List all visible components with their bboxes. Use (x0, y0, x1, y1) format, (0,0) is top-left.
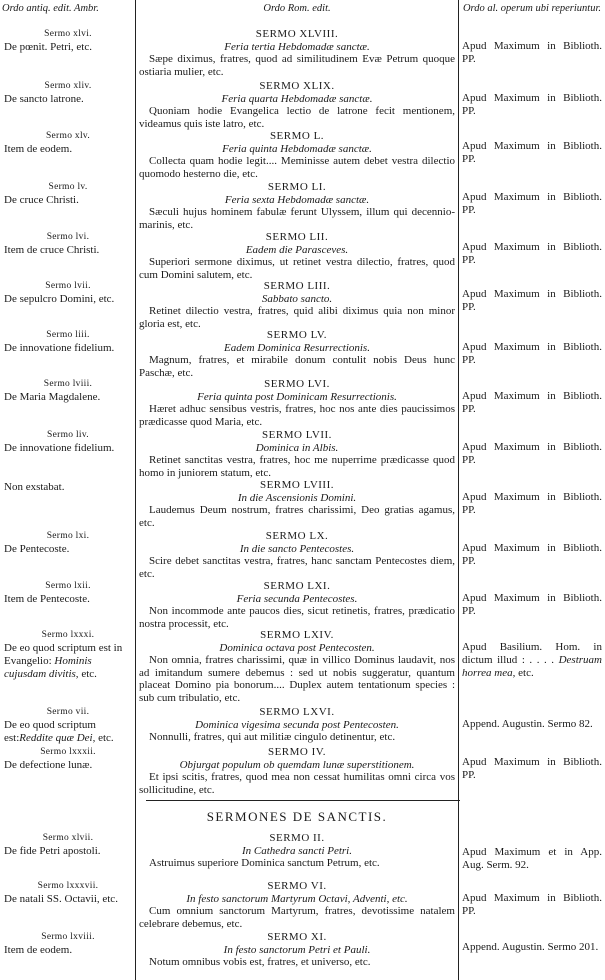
location: Apud Maximum in Biblioth. PP. (462, 756, 602, 781)
ambr-title: De innovatione fidelium. (4, 342, 115, 354)
location: Apud Maximum et in App. Aug. Serm. 92. (462, 846, 602, 871)
rom-occasion: Feria quinta post Dominicam Resurrectionis. (197, 390, 397, 403)
ambr-title: Non exstabat. (4, 481, 65, 493)
incipit: Nonnulli, fratres, qui aut militiæ cingulo detinentur, etc. (149, 731, 396, 744)
ambr-number: Sermo lvii. (45, 281, 91, 291)
incipit: Astruimus superiore Dominica sanctum Petrum, etc. (149, 857, 380, 870)
rom-number: SERMO LXI. (263, 580, 331, 592)
location-text: Apud Basilium. Hom. in dictum illud : . . . . (462, 641, 602, 666)
rom-occasion: Feria secunda Pentecostes. (236, 592, 358, 605)
rom-occasion: Feria sexta Hebdomadæ sanctæ. (224, 193, 370, 206)
location-etc: etc. (515, 667, 534, 679)
location: Apud Maximum in Biblioth. PP. (462, 441, 602, 466)
ambr-number: Sermo liv. (47, 430, 89, 440)
ambr-title-quote: Reddite quæ Dei, (19, 732, 96, 744)
rom-number: SERMO XLIX. (259, 80, 335, 92)
rom-number: SERMO LII. (265, 231, 329, 243)
rom-occasion: Dominica in Albis. (255, 441, 339, 454)
ambr-number: Sermo vii. (46, 707, 90, 717)
ambr-number: Sermo xlvii. (42, 833, 94, 843)
rom-occasion: Dominica vigesima secunda post Pentecosten. (195, 718, 399, 731)
location: Apud Maximum in Biblioth. PP. (462, 390, 602, 415)
location: Apud Maximum in Biblioth. PP. (462, 542, 602, 567)
incipit: Sæpe diximus, fratres, quod ad similitudinem Evæ Petrum quoque ostiaria mulier, etc. (139, 53, 455, 78)
rom-number: SERMO II. (269, 832, 325, 844)
incipit: Magnum, fratres, et mirabile donum contulit nobis Deus hunc Paschæ, etc. (139, 354, 455, 379)
location: Apud Maximum in Biblioth. PP. (462, 592, 602, 617)
incipit: Sæculi hujus hominem fabulæ ferunt Ulyssem, illum qui decennio-marinis, etc. (139, 206, 455, 231)
rom-number: SERMO XLVIII. (255, 28, 339, 40)
rom-occasion: Dominica octava post Pentecosten. (219, 641, 375, 654)
location: Apud Maximum in Biblioth. PP. (462, 491, 602, 516)
header-ambr: Ordo antiq. edit. Ambr. (2, 3, 99, 14)
rom-occasion: In die Ascensionis Domini. (237, 491, 357, 504)
section-title: SERMONES DE SANCTIS. (206, 809, 388, 824)
location: Apud Maximum in Biblioth. PP. (462, 892, 602, 917)
ambr-title: Item de cruce Christi. (4, 244, 100, 256)
rom-occasion: Eadem die Parasceves. (245, 243, 349, 256)
location: Apud Maximum in Biblioth. PP. (462, 241, 602, 266)
rom-number: SERMO LV. (266, 329, 328, 341)
ambr-title: De cruce Christi. (4, 194, 79, 206)
location: Append. Augustin. Sermo 201. (462, 941, 599, 953)
rom-number: SERMO LIII. (263, 280, 331, 292)
ambr-title: De fide Petri apostoli. (4, 845, 101, 857)
incipit: Scire debet sanctitas vestra, fratres, hanc sanctam Pentecostes diem, etc. (139, 555, 455, 580)
ambr-number: Sermo lv. (48, 182, 88, 192)
ambr-title-etc: etc. (95, 732, 114, 744)
ambr-number: Sermo lvi. (46, 232, 90, 242)
incipit: Quoniam hodie Evangelica lectio de latrone fecit mentionem, videamus quis iste latro, etc. (139, 105, 455, 130)
rom-occasion: In festo sanctorum Petri et Pauli. (223, 943, 371, 956)
ambr-title: De Maria Magdalene. (4, 391, 101, 403)
rom-number: SERMO LVII. (262, 429, 332, 441)
ambr-title: De innovatione fidelium. (4, 442, 115, 454)
incipit: Retinet sanctitas vestra, fratres, hoc me nuperrime prædicasse quod homo in juniorem statum, etc. (139, 454, 455, 479)
location: Apud Maximum in Biblioth. PP. (462, 40, 602, 65)
rom-occasion: Eadem Dominica Resurrectionis. (224, 341, 370, 354)
incipit: Hæret adhuc sensibus vestris, fratres, hoc nos ante dies paucissimos prædicasse quod Maria, etc. (139, 403, 455, 428)
ambr-number: Sermo lxxxii. (40, 747, 96, 757)
rom-number: SERMO LI. (267, 181, 327, 193)
rom-occasion: Feria tertia Hebdomadæ sanctæ. (224, 40, 370, 53)
ambr-title-etc: etc. (78, 668, 97, 680)
ambr-number: Sermo lxxxi. (41, 630, 95, 640)
incipit: Notum omnibus vobis est, fratres, et universo, etc. (149, 956, 371, 969)
ambr-number: Sermo lxviii. (41, 932, 95, 942)
ambr-title: De Pentecoste. (4, 543, 70, 555)
ambr-title: De sancto latrone. (4, 93, 84, 105)
ambr-number: Sermo lxii. (45, 581, 91, 591)
location: Append. Augustin. Sermo 82. (462, 718, 593, 730)
ambr-title (4, 719, 132, 745)
ambr-title-quote: Hominis cujusdam divitis, (4, 655, 92, 680)
ambr-title: Item de eodem. (4, 944, 73, 956)
ambr-number: Sermo xliv. (44, 81, 92, 91)
rom-occasion: Feria quarta Hebdomadæ sanctæ. (221, 92, 373, 105)
rom-occasion: Objurgat populum ob quemdam lunæ superstitionem. (179, 758, 415, 771)
rom-number: SERMO LXVI. (259, 706, 335, 718)
location-quote: Destruam horrea mea, (462, 654, 602, 679)
location: Apud Maximum in Biblioth. PP. (462, 92, 602, 117)
rom-occasion: In Cathedra sancti Petri. (242, 844, 352, 857)
incipit: Collecta quam hodie legit.... Meminisse autem debet vestra dilectio quomodo hesterno die, etc. (139, 155, 455, 180)
ambr-title: De sepulcro Domini, etc. (4, 293, 115, 305)
location (462, 641, 602, 680)
location: Apud Maximum in Biblioth. PP. (462, 341, 602, 366)
ambr-title (4, 642, 132, 681)
column-rule-left (135, 0, 136, 980)
ambr-title-text: De eo quod scriptum est in Evangelio: (4, 642, 123, 667)
header-location: Ordo al. operum ubi reperiuntur. (462, 3, 602, 14)
rom-number: SERMO LVIII. (259, 479, 335, 491)
rom-occasion: In die sancto Pentecostes. (239, 542, 355, 555)
rom-occasion: Feria quinta Hebdomadæ sanctæ. (222, 142, 372, 155)
ambr-title: De pœnit. Petri, etc. (4, 41, 92, 53)
ambr-number: Sermo xlvi. (44, 29, 92, 39)
ambr-number: Sermo lxi. (46, 531, 90, 541)
ambr-title: Item de eodem. (4, 143, 73, 155)
location: Apud Maximum in Biblioth. PP. (462, 191, 602, 216)
incipit: Non incommode ante paucos dies, sicut retinetis, fratres, prædicatio nostra processit, etc. (139, 605, 455, 630)
ambr-number: Sermo liii. (46, 330, 90, 340)
ambr-number: Sermo xlv. (45, 131, 91, 141)
incipit: Superiori sermone diximus, ut retinet vestra dilectio, fratres, quod cum Domini salutem, etc. (139, 256, 455, 281)
incipit: Laudemus Deum nostrum, fratres charissimi, Deo gratias agamus, etc. (139, 504, 455, 529)
rom-occasion: Sabbato sancto. (261, 292, 333, 305)
rom-number: SERMO XI. (267, 931, 327, 943)
location: Apud Maximum in Biblioth. PP. (462, 140, 602, 165)
ambr-title: De natali SS. Octavii, etc. (4, 893, 118, 905)
section-rule (146, 800, 460, 801)
ambr-title: De defectione lunæ. (4, 759, 93, 771)
column-rule-right (458, 0, 459, 980)
incipit: Non omnia, fratres charissimi, quæ in villico Dominus laudavit, nos ad imitandum sumere debemus : sed ut nobis suggeratur, quantum placeat Domino pia bonorum.... Duplex autem tentationum species : sub cum tribulatio, etc. (139, 654, 455, 704)
ambr-number: Sermo lviii. (43, 379, 93, 389)
rom-number: SERMO L. (269, 130, 325, 142)
ambr-title-text: De eo quod scriptum est: (4, 719, 96, 744)
ambr-title: Item de Pentecoste. (4, 593, 90, 605)
header-rom: Ordo Rom. edit. (263, 3, 331, 14)
ambr-number: Sermo lxxxvii. (37, 881, 99, 891)
location: Apud Maximum in Biblioth. PP. (462, 288, 602, 313)
rom-number: SERMO IV. (267, 746, 327, 758)
rom-number: SERMO VI. (267, 880, 327, 892)
rom-number: SERMO LX. (265, 530, 329, 542)
incipit: Cum omnium sanctorum Martyrum, fratres, devotissime natalem celebrare debemus, etc. (139, 905, 455, 930)
rom-number: SERMO LVI. (264, 378, 330, 390)
incipit: Et ipsi scitis, fratres, quod mea non cessat humilitas omni circa vos sollicitudine, etc. (139, 771, 455, 796)
incipit: Retinet dilectio vestra, fratres, quid alibi diximus quia non minor gloria est, etc. (139, 305, 455, 330)
rom-occasion: In festo sanctorum Martyrum Octavi, Adventi, etc. (186, 892, 408, 905)
rom-number: SERMO LXIV. (260, 629, 334, 641)
